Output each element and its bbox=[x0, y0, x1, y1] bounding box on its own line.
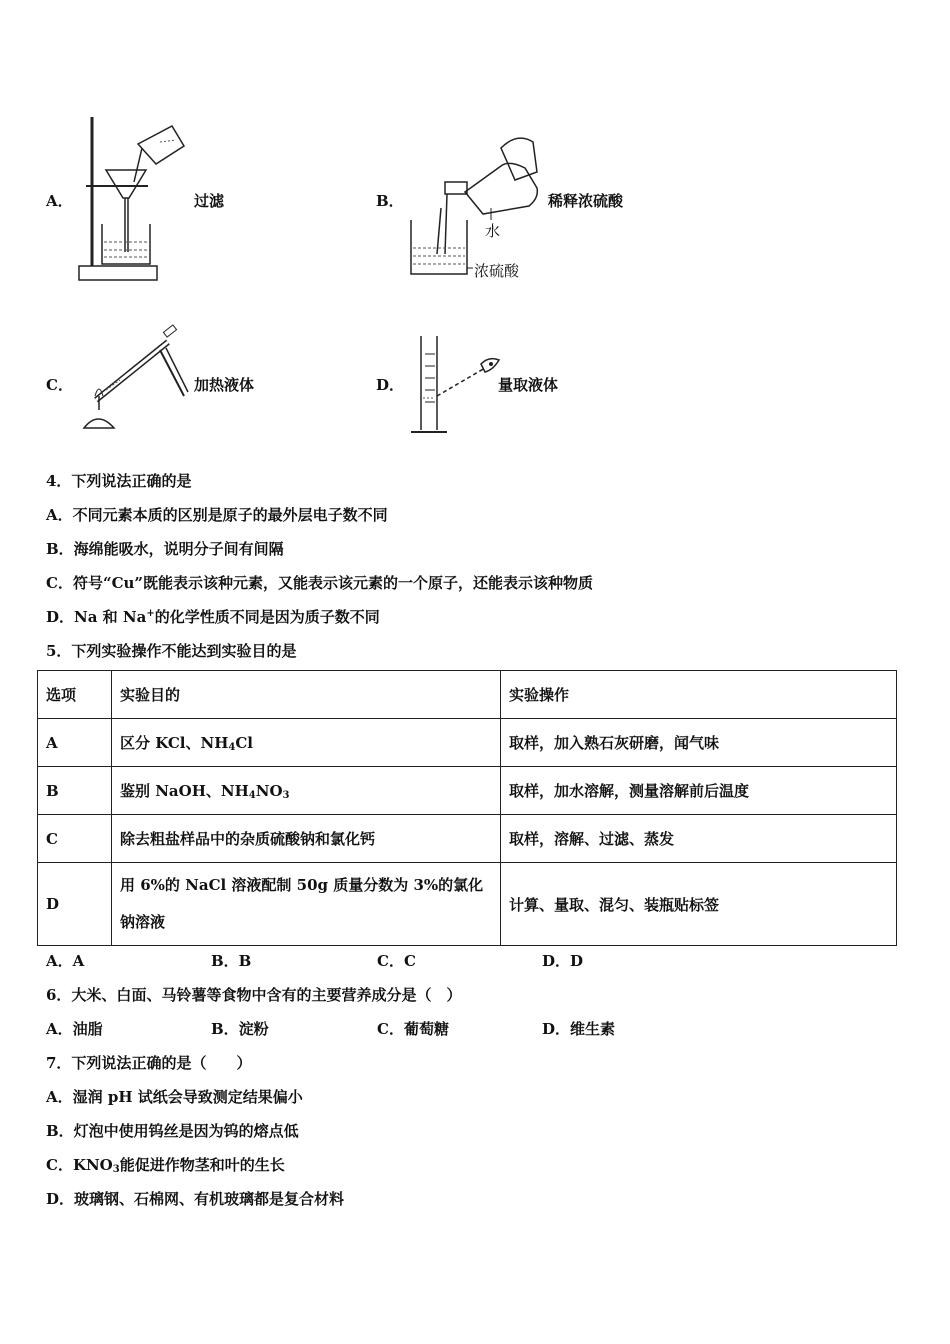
row-purpose: 除去粗盐样品中的杂质硫酸钠和氯化钙 bbox=[112, 815, 501, 863]
heating-liquid-diagram bbox=[76, 324, 191, 438]
row-operation: 取样，溶解、过滤、蒸发 bbox=[501, 815, 897, 863]
row-option: B bbox=[38, 767, 112, 815]
q6-choice-a[interactable]: A．油脂 bbox=[46, 1020, 103, 1038]
figure-b-caption: 稀释浓硫酸 bbox=[548, 192, 624, 210]
table-row bbox=[38, 767, 897, 815]
table-row bbox=[38, 815, 897, 863]
q6-choice-b[interactable]: B．淀粉 bbox=[211, 1020, 269, 1038]
row-operation: 计算、量取、混匀、装瓶贴标签 bbox=[501, 863, 897, 946]
q4-option-a: A．不同元素本质的区别是原子的最外层电子数不同 bbox=[46, 506, 388, 524]
q4-option-b: B．海绵能吸水，说明分子间有间隔 bbox=[46, 540, 284, 558]
figure-c-letter: C． bbox=[46, 376, 73, 394]
q4-stem: 4．下列说法正确的是 bbox=[46, 472, 192, 490]
figure-b-letter: B． bbox=[376, 192, 404, 210]
q5-choice-c[interactable]: C．C bbox=[377, 952, 416, 970]
q4-option-d: D．Na 和 Na+的化学性质不同是因为质子数不同 bbox=[46, 608, 380, 626]
q6-choice-c[interactable]: C．葡萄糖 bbox=[377, 1020, 449, 1038]
table-row bbox=[38, 863, 897, 946]
header-purpose: 实验目的 bbox=[112, 671, 501, 719]
row-option: A bbox=[38, 719, 112, 767]
q4-option-c: C．符号“Cu”既能表示该种元素，又能表示该元素的一个原子，还能表示该种物质 bbox=[46, 574, 594, 592]
q7-option-c: C．$KNO_3$能促进作物茎和叶的生长 bbox=[46, 1156, 285, 1175]
q7-option-a: A．湿润 pH 试纸会导致测定结果偏小 bbox=[46, 1088, 303, 1106]
q6-stem: 6．大米、白面、马铃薯等食物中含有的主要营养成分是（ ） bbox=[46, 986, 462, 1004]
q7-option-d: D．玻璃钢、石棉网、有机玻璃都是复合材料 bbox=[46, 1190, 345, 1208]
q6-choice-d[interactable]: D．维生素 bbox=[542, 1020, 616, 1038]
row-option: D bbox=[38, 863, 112, 946]
header-option: 选项 bbox=[38, 671, 112, 719]
q5-stem: 5．下列实验操作不能达到实验目的是 bbox=[46, 642, 297, 660]
header-operation: 实验操作 bbox=[501, 671, 897, 719]
figure-d-letter: D． bbox=[376, 376, 405, 394]
row-purpose: 用 6%的 NaCl 溶液配制 50g 质量分数为 3%的氯化 钠溶液 bbox=[112, 863, 501, 946]
figure-a-letter: A． bbox=[46, 192, 73, 210]
dilute-acid-diagram bbox=[405, 128, 545, 278]
q5-choice-d[interactable]: D．D bbox=[542, 952, 584, 970]
row-operation: 取样，加入熟石灰研磨，闻气味 bbox=[501, 719, 897, 767]
row-purpose: 区分 KCl、$NH_4Cl$ bbox=[112, 719, 501, 767]
row-operation: 取样，加水溶解，测量溶解前后温度 bbox=[501, 767, 897, 815]
concentrated-acid-label: 浓硫酸 bbox=[474, 262, 520, 280]
q7-stem: 7．下列说法正确的是（ ） bbox=[46, 1054, 252, 1072]
graduated-cylinder-diagram bbox=[405, 334, 500, 438]
experiment-table bbox=[37, 670, 897, 946]
row-option: C bbox=[38, 815, 112, 863]
q5-choice-a[interactable]: A．A bbox=[46, 952, 85, 970]
filtration-apparatus-diagram bbox=[76, 112, 191, 284]
row-purpose: 鉴别 NaOH、$NH_4NO_3$ bbox=[112, 767, 501, 815]
water-label: 水 bbox=[485, 222, 501, 240]
figure-a-caption: 过滤 bbox=[194, 192, 225, 210]
table-header-row bbox=[38, 671, 897, 719]
figure-d-caption: 量取液体 bbox=[498, 376, 559, 394]
q5-choice-b[interactable]: B．B bbox=[211, 952, 252, 970]
figure-c-caption: 加热液体 bbox=[194, 376, 255, 394]
table-row bbox=[38, 719, 897, 767]
q7-option-b: B．灯泡中使用钨丝是因为钨的熔点低 bbox=[46, 1122, 299, 1140]
